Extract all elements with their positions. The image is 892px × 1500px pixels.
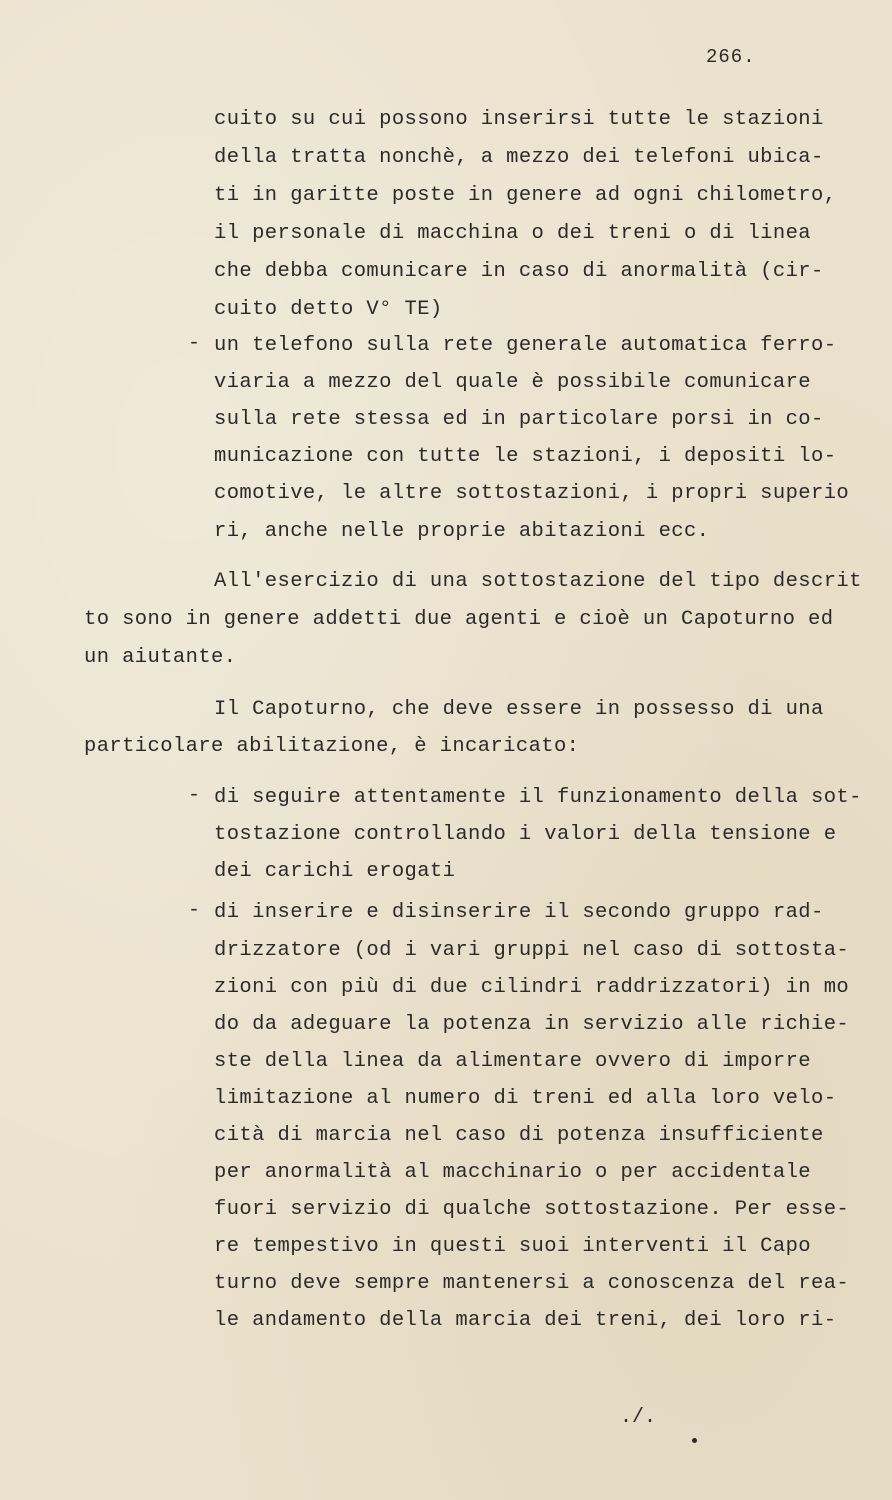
text-line: municazione con tutte le stazioni, i depositi lo- bbox=[214, 445, 837, 468]
page-number: 266. bbox=[706, 46, 756, 68]
text-line: particolare abilitazione, è incaricato: bbox=[84, 735, 580, 758]
text-line: cità di marcia nel caso di potenza insufficiente bbox=[214, 1124, 824, 1147]
text-line: di seguire attentamente il funzionamento della sot- bbox=[214, 786, 862, 809]
text-line: di inserire e disinserire il secondo gruppo rad- bbox=[214, 901, 824, 924]
text-line: turno deve sempre mantenersi a conoscenza del rea- bbox=[214, 1272, 850, 1295]
text-line: un telefono sulla rete generale automatica ferro- bbox=[214, 334, 837, 357]
text-line: Il Capoturno, che deve essere in possesso di una bbox=[214, 698, 824, 721]
text-line: che debba comunicare in caso di anormalità (cir- bbox=[214, 260, 824, 283]
text-line: tostazione controllando i valori della tensione e bbox=[214, 823, 837, 846]
text-line: ti in garitte poste in genere ad ogni chilometro, bbox=[214, 184, 837, 207]
text-line: cuito su cui possono inserirsi tutte le stazioni bbox=[214, 108, 824, 131]
text-line: viaria a mezzo del quale è possibile comunicare bbox=[214, 371, 811, 394]
text-line: le andamento della marcia dei treni, dei loro ri- bbox=[214, 1309, 837, 1332]
text-line: do da adeguare la potenza in servizio alle richie- bbox=[214, 1013, 850, 1036]
text-line: ste della linea da alimentare ovvero di imporre bbox=[214, 1050, 811, 1073]
text-line: comotive, le altre sottostazioni, i propri superio bbox=[214, 482, 850, 505]
continuation-mark: ./. bbox=[620, 1406, 657, 1429]
text-line: zioni con più di due cilindri raddrizzatori) in mo bbox=[214, 976, 850, 999]
bullet-dash: - bbox=[188, 784, 201, 807]
text-line: drizzatore (od i vari gruppi nel caso di sottosta- bbox=[214, 939, 850, 962]
text-line: to sono in genere addetti due agenti e cioè un Capoturno ed bbox=[84, 608, 834, 631]
text-line: ri, anche nelle proprie abitazioni ecc. bbox=[214, 520, 710, 543]
text-line: All'esercizio di una sottostazione del tipo descrit bbox=[214, 570, 862, 593]
text-line: per anormalità al macchinario o per accidentale bbox=[214, 1161, 811, 1184]
text-line: della tratta nonchè, a mezzo dei telefoni ubica- bbox=[214, 146, 824, 169]
text-line: cuito detto V° TE) bbox=[214, 298, 443, 321]
text-line: dei carichi erogati bbox=[214, 860, 456, 883]
ink-dot bbox=[692, 1438, 697, 1443]
text-line: limitazione al numero di treni ed alla loro velo- bbox=[214, 1087, 837, 1110]
bullet-dash: - bbox=[188, 332, 201, 355]
bullet-dash: - bbox=[188, 899, 201, 922]
text-line: il personale di macchina o dei treni o di linea bbox=[214, 222, 811, 245]
text-line: fuori servizio di qualche sottostazione. Per esse- bbox=[214, 1198, 850, 1221]
text-line: un aiutante. bbox=[84, 646, 237, 669]
text-line: re tempestivo in questi suoi interventi il Capo bbox=[214, 1235, 811, 1258]
text-line: sulla rete stessa ed in particolare porsi in co- bbox=[214, 408, 824, 431]
